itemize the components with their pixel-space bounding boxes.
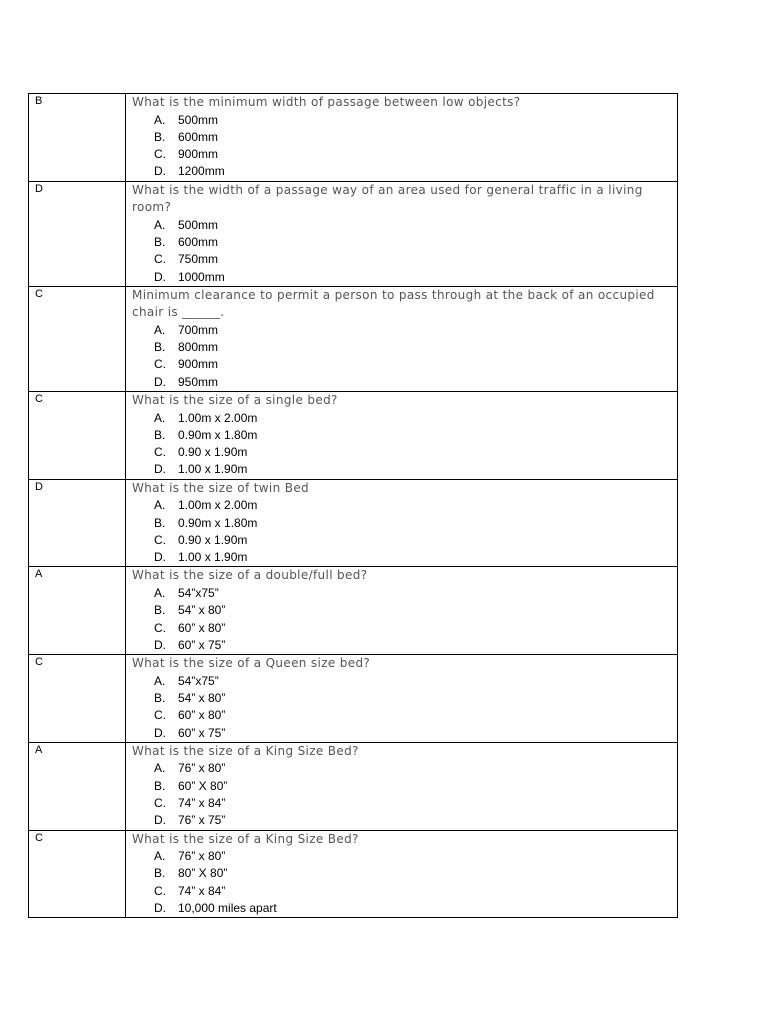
- option-letter: B.: [154, 603, 166, 618]
- option-item: [132, 602, 671, 619]
- option-value: 0.90 x 1.90m: [178, 532, 248, 547]
- option-letter: D.: [154, 269, 166, 284]
- option-value: 76” x 75”: [178, 813, 226, 828]
- option-value: 900mm: [178, 147, 219, 162]
- option-item: [132, 339, 671, 356]
- option-letter: C.: [154, 532, 166, 547]
- question-cell: [126, 655, 678, 743]
- option-item: [132, 760, 671, 777]
- option-item: [132, 251, 671, 268]
- option-letter: A.: [154, 498, 166, 513]
- option-letter: A.: [154, 761, 166, 776]
- option-letter: B.: [154, 778, 166, 793]
- option-item: [132, 356, 671, 373]
- option-item: [132, 865, 671, 882]
- answer-key: C: [29, 392, 126, 480]
- option-letter: C.: [154, 620, 166, 635]
- quiz-table-body: [29, 94, 678, 918]
- option-item: [132, 549, 671, 566]
- question-text: What is the size of twin Bed: [132, 480, 310, 495]
- answer-key: C: [29, 286, 126, 391]
- option-item: [132, 778, 671, 795]
- option-item: [132, 146, 671, 163]
- option-item: [132, 374, 671, 391]
- question-cell: [126, 830, 678, 918]
- option-letter: C.: [154, 795, 166, 810]
- option-value: 950mm: [178, 374, 219, 389]
- option-value: 1.00 x 1.90m: [178, 550, 248, 565]
- question-row: [29, 655, 678, 743]
- option-letter: A.: [154, 673, 166, 688]
- option-letter: D.: [154, 374, 166, 389]
- question-row: [29, 479, 678, 567]
- answer-key: B: [29, 94, 126, 182]
- question-row: [29, 392, 678, 480]
- option-value: 750mm: [178, 252, 219, 267]
- option-letter: D.: [154, 164, 166, 179]
- option-item: [132, 637, 671, 654]
- question-row: [29, 181, 678, 286]
- option-letter: A.: [154, 322, 166, 337]
- option-letter: B.: [154, 129, 166, 144]
- question-cell: [126, 94, 678, 182]
- option-value: 1000mm: [178, 269, 225, 284]
- option-value: 1.00 x 1.90m: [178, 462, 248, 477]
- option-item: [132, 515, 671, 532]
- question-text: What is the size of a Queen size bed?: [132, 656, 371, 671]
- option-item: [132, 900, 671, 917]
- option-value: 60” x 80”: [178, 620, 226, 635]
- question-cell: [126, 181, 678, 286]
- option-value: 10,000 miles apart: [178, 900, 277, 915]
- option-value: 1.00m x 2.00m: [178, 410, 258, 425]
- answer-key: A: [29, 742, 126, 830]
- option-letter: C.: [154, 357, 166, 372]
- option-value: 60” X 80”: [178, 778, 228, 793]
- answer-key: D: [29, 181, 126, 286]
- question-row: [29, 567, 678, 655]
- quiz-table: [28, 93, 678, 918]
- option-value: 0.90 x 1.90m: [178, 445, 248, 460]
- option-value: 60” x 75”: [178, 637, 226, 652]
- question-cell: [126, 567, 678, 655]
- option-item: [132, 410, 671, 427]
- answer-key: C: [29, 655, 126, 743]
- option-item: [132, 585, 671, 602]
- option-letter: D.: [154, 900, 166, 915]
- option-item: [132, 163, 671, 180]
- option-letter: D.: [154, 813, 166, 828]
- option-value: 0.90m x 1.80m: [178, 515, 258, 530]
- option-item: [132, 427, 671, 444]
- option-value: 74” x 84”: [178, 795, 226, 810]
- option-letter: D.: [154, 550, 166, 565]
- answer-key: C: [29, 830, 126, 918]
- question-text: Minimum clearance to permit a person to pass through at the back of an occupied chair is ______.: [132, 287, 655, 320]
- question-text: What is the minimum width of passage between low objects?: [132, 95, 521, 109]
- answer-key: A: [29, 567, 126, 655]
- option-value: 500mm: [178, 112, 219, 127]
- option-letter: B.: [154, 866, 166, 881]
- option-value: 800mm: [178, 340, 219, 355]
- option-letter: C.: [154, 445, 166, 460]
- option-letter: B.: [154, 340, 166, 355]
- option-letter: A.: [154, 410, 166, 425]
- option-letter: B.: [154, 427, 166, 442]
- option-item: [132, 707, 671, 724]
- option-value: 900mm: [178, 357, 219, 372]
- option-item: [132, 620, 671, 637]
- question-row: [29, 286, 678, 391]
- option-value: 600mm: [178, 234, 219, 249]
- option-value: 600mm: [178, 129, 219, 144]
- option-item: [132, 812, 671, 829]
- option-letter: C.: [154, 708, 166, 723]
- option-letter: C.: [154, 883, 166, 898]
- option-letter: D.: [154, 725, 166, 740]
- option-letter: A.: [154, 849, 166, 863]
- option-item: [132, 532, 671, 549]
- question-cell: [126, 392, 678, 480]
- question-text: What is the width of a passage way of an area used for general traffic in a living room?: [132, 182, 643, 215]
- option-item: [132, 725, 671, 742]
- option-item: [132, 444, 671, 461]
- option-value: 60” x 75”: [178, 725, 226, 740]
- option-item: [132, 690, 671, 707]
- option-letter: D.: [154, 637, 166, 652]
- option-letter: D.: [154, 462, 166, 477]
- option-item: [132, 234, 671, 251]
- option-item: [132, 497, 671, 514]
- option-letter: A.: [154, 585, 166, 600]
- option-item: [132, 112, 671, 129]
- option-value: 76” x 80”: [178, 849, 226, 863]
- option-letter: C.: [154, 147, 166, 162]
- option-value: 54”x75”: [178, 673, 219, 688]
- option-letter: B.: [154, 234, 166, 249]
- option-letter: A.: [154, 217, 166, 232]
- option-letter: C.: [154, 252, 166, 267]
- question-row: [29, 742, 678, 830]
- option-letter: A.: [154, 112, 166, 127]
- option-item: [132, 322, 671, 339]
- question-cell: [126, 479, 678, 567]
- option-item: [132, 217, 671, 234]
- option-value: 80” X 80”: [178, 866, 228, 881]
- option-item: [132, 883, 671, 900]
- question-cell: [126, 742, 678, 830]
- question-text: What is the size of a single bed?: [132, 393, 338, 408]
- option-value: 1200mm: [178, 164, 225, 179]
- option-value: 60” x 80”: [178, 708, 226, 723]
- option-letter: B.: [154, 515, 166, 530]
- option-item: [132, 269, 671, 286]
- option-value: 700mm: [178, 322, 219, 337]
- answer-key: D: [29, 479, 126, 567]
- option-value: 54” x 80”: [178, 690, 226, 705]
- question-row: [29, 830, 678, 918]
- question-cell: [126, 286, 678, 391]
- option-value: 74” x 84”: [178, 883, 226, 898]
- option-value: 76” x 80”: [178, 761, 226, 776]
- option-item: [132, 795, 671, 812]
- question-row: [29, 94, 678, 182]
- option-value: 1.00m x 2.00m: [178, 498, 258, 513]
- question-text: What is the size of a King Size Bed?: [132, 831, 359, 846]
- option-item: [132, 461, 671, 478]
- option-value: 500mm: [178, 217, 219, 232]
- question-text: What is the size of a double/full bed?: [132, 568, 368, 583]
- option-value: 0.90m x 1.80m: [178, 427, 258, 442]
- option-item: [132, 129, 671, 146]
- option-item: [132, 848, 671, 865]
- option-value: 54”x75”: [178, 585, 219, 600]
- option-letter: B.: [154, 690, 166, 705]
- question-text: What is the size of a King Size Bed?: [132, 743, 359, 758]
- option-value: 54” x 80”: [178, 603, 226, 618]
- option-item: [132, 673, 671, 690]
